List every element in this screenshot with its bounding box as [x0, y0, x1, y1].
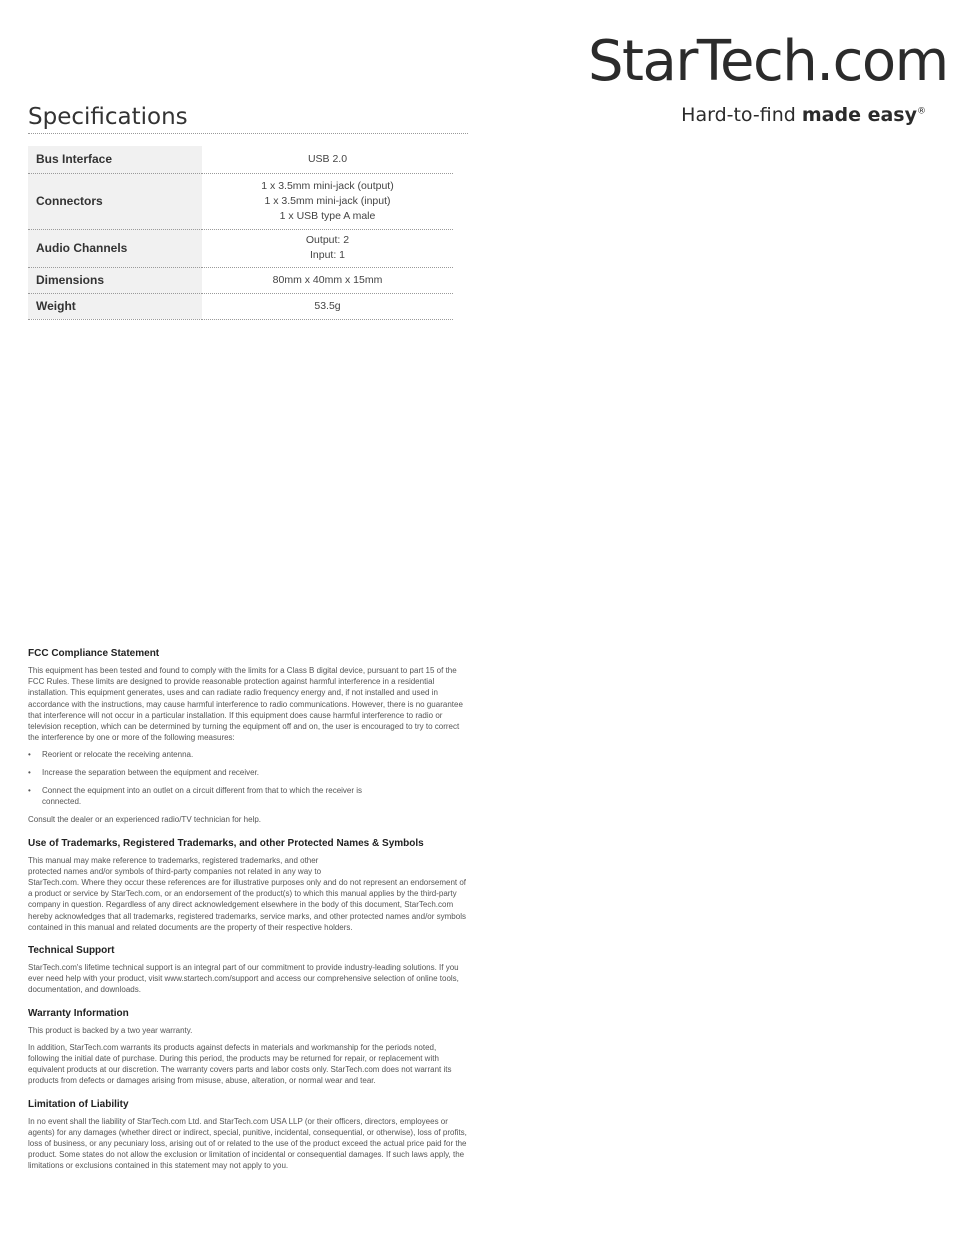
spec-label: Audio Channels — [28, 229, 202, 267]
spec-value — [202, 173, 453, 229]
liability-section — [28, 1099, 468, 1172]
table-row — [28, 293, 453, 319]
table-row — [28, 146, 453, 173]
bullet: • — [28, 786, 31, 796]
warranty-body-short: This product is backed by a two year warranty. — [28, 1025, 193, 1035]
trademarks-heading: Use of Trademarks, Registered Trademarks, and other Protected Names & Symbols — [28, 837, 424, 849]
table-row — [28, 173, 453, 229]
spec-value-line: 53.5g — [314, 299, 341, 312]
specifications-table — [28, 146, 453, 320]
spec-value-line: USB 2.0 — [307, 152, 348, 165]
logo-tagline — [681, 104, 926, 126]
spec-value-line: 80mm x 40mm x 15mm — [272, 273, 383, 286]
spec-value-line: Input: 1 — [309, 249, 346, 261]
list-item — [28, 749, 468, 760]
list-item-text: Connect the equipment into an outlet on a circuit different from that to which the receiver is connected. — [42, 786, 363, 807]
tagline-registered-mark: ® — [917, 106, 926, 117]
list-item — [28, 785, 402, 807]
title-divider — [28, 133, 468, 134]
spec-value — [202, 293, 453, 319]
warranty-section — [28, 1008, 468, 1087]
spec-label: Connectors — [28, 173, 202, 229]
trademarks-section — [28, 838, 468, 933]
table-row — [28, 229, 453, 267]
spec-value — [202, 146, 453, 173]
tagline-bold: made easy — [801, 104, 917, 126]
bullet: • — [28, 750, 31, 760]
spec-value-line: 1 x 3.5mm mini-jack (input) — [264, 194, 391, 207]
list-item-text: Increase the separation between the equipment and receiver. — [42, 768, 260, 778]
support-section — [28, 945, 468, 996]
specifications-title: Specifications — [28, 104, 188, 130]
spec-value — [202, 267, 453, 293]
spec-label: Weight — [28, 293, 202, 319]
logo-wordmark: StarTech.com — [588, 29, 948, 94]
fcc-section — [28, 648, 468, 826]
liability-body: In no event shall the liability of StarTech.com Ltd. and StarTech.com USA LLP (or their officers, directors, employees or agents) for any damages (whether direct or indirect, special, punitive, incidental, consequential, or otherwise), loss of profits, loss of business, or any pecuniary loss, arising out of or related to the use of the product exceed the actual price paid for the product. Some states do not allow the exclusion or limitation of incidental or consequential damages. If such laws apply, the limitations or exclusions contained in this statement may not apply to you. — [28, 1116, 467, 1171]
legal-section — [28, 648, 468, 1178]
trademarks-body — [28, 855, 468, 933]
spec-value-line: Output: 2 — [305, 234, 350, 246]
tagline-regular: Hard-to-find — [681, 104, 802, 126]
fcc-closing: Consult the dealer or an experienced radio/TV technician for help. — [28, 815, 262, 825]
trademarks-body-line1: This manual may make reference to trademarks, registered trademarks, and other protected names and/or symbols of third-party companies not related in any way to — [28, 855, 322, 876]
list-item — [28, 767, 468, 778]
spec-value-line: 1 x 3.5mm mini-jack (output) — [261, 179, 394, 192]
spec-value-line: 1 x USB type A male — [279, 209, 376, 222]
spec-label: Bus Interface — [28, 146, 202, 173]
support-body: StarTech.com's lifetime technical support is an integral part of our commitment to provide industry-leading solutions. If you ever need help with your product, visit www.startech.com/support and access our comprehensive selection of online tools, documentation, and downloads. — [28, 963, 459, 995]
fcc-measures-list — [28, 749, 468, 807]
warranty-body: In addition, StarTech.com warrants its products against defects in materials and workmanship for the periods noted, following the initial date of purchase. During this period, the products may be returned for repair, or replacement with equivalent products at our discretion. The warranty covers parts and labor costs only. StarTech.com does not warrant its products from defects or damages arising from misuse, abuse, alteration, or normal wear and tear. — [28, 1042, 452, 1086]
list-item-text: Reorient or relocate the receiving antenna. — [42, 750, 194, 760]
warranty-heading: Warranty Information — [28, 1007, 129, 1019]
fcc-heading: FCC Compliance Statement — [28, 648, 160, 659]
support-heading: Technical Support — [28, 945, 115, 957]
bullet: • — [28, 768, 31, 778]
spec-label: Dimensions — [28, 267, 202, 293]
trademarks-body-line2: StarTech.com. Where they occur these references are for illustrative purposes only and do not represent an endorsement of a product or service by StarTech.com, or an endorsement of the product(s) to which this manual applies by the third-party company in question. Regardless of any direct acknowledgement elsewhere in the body of this document, StarTech.com hereby acknowledges that all trademarks, registered trademarks, service marks, and other protected names and/or symbols contained in this manual and related documents are the property of their respective holders. — [28, 878, 467, 932]
spec-value — [202, 229, 453, 267]
liability-heading: Limitation of Liability — [28, 1098, 129, 1110]
table-row — [28, 267, 453, 293]
startech-logo — [588, 29, 948, 130]
fcc-body: This equipment has been tested and found to comply with the limits for a Class B digital device, pursuant to part 15 of the FCC Rules. These limits are designed to provide reasonable protection against harmful interference in a residential installation. This equipment generates, uses and can radiate radio frequency energy and, if not installed and used in accordance with the instructions, may cause harmful interference to radio communications. However, there is no guarantee that interference will not occur in a particular installation. If this equipment does cause harmful interference to radio or television reception, which can be determined by turning the equipment off and on, the user is encouraged to try to correct the interference by one or more of the following measures: — [28, 666, 463, 743]
